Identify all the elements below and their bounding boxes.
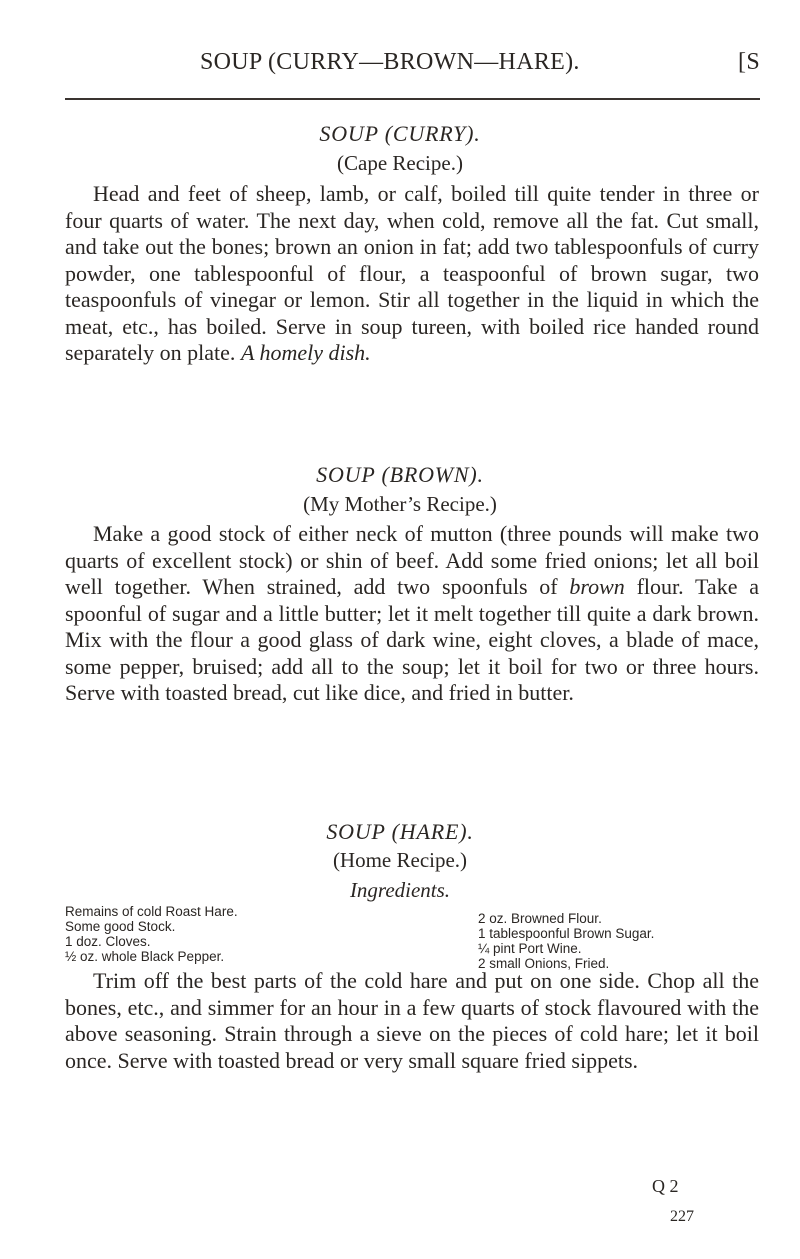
recipe-title-hare: SOUP (HARE). <box>326 819 474 844</box>
curry-remark: A homely dish. <box>240 340 371 365</box>
brown-method-text-2: flour. Take a spoonful of sugar and a little butter; let it melt together till quite a dark brown. Mix with the flour a good glass of dark wine, eight cloves, a blade of mace, some pepper, bruised; add all to the soup; let it boil for two or three hours. Serve with toasted bread, cut like dice, and fried in butter. <box>65 574 759 705</box>
recipe-source-curry: (Cape Recipe.) <box>337 151 463 175</box>
ingredient-item: ¼ pint Port Wine. <box>478 941 582 956</box>
ingredient-item: 2 oz. Browned Flour. <box>478 911 602 926</box>
ingredient-item: 1 doz. Cloves. <box>65 934 151 949</box>
recipe-title-brown: SOUP (BROWN). <box>316 462 484 487</box>
ingredient-item: Remains of cold Roast Hare. <box>65 904 238 919</box>
ingredient-item: 2 small Onions, Fried. <box>478 956 610 971</box>
recipe-source-brown: (My Mother’s Recipe.) <box>303 492 497 516</box>
recipe-title-curry: SOUP (CURRY). <box>319 121 481 146</box>
brown-emphasis: brown <box>569 574 625 599</box>
hare-method-text: Trim off the best parts of the cold hare and put on one side. Chop all the bones, etc., and simmer for an hour in a few quarts of stock flavoured with the above seasoning. Strain through a sieve on the pieces of cold hare; let it boil once. Serve with toasted bread or very small square fried sippets. <box>65 968 759 1073</box>
recipe-text-curry <box>65 181 759 367</box>
signature-mark: Q 2 <box>652 1176 679 1196</box>
ingredient-item: 1 tablespoonful Brown Sugar. <box>478 926 655 941</box>
ingredients-heading: Ingredients. <box>349 878 451 902</box>
ingredients-right-list <box>478 911 654 971</box>
header-rule <box>65 98 760 100</box>
ingredients-left-list <box>65 904 238 964</box>
recipe-source-hare: (Home Recipe.) <box>332 848 468 872</box>
recipe-text-brown <box>65 521 759 707</box>
page-number: 227 <box>670 1208 694 1225</box>
ingredient-item: Some good Stock. <box>65 919 176 934</box>
curry-method-text: Head and feet of sheep, lamb, or calf, boiled till quite tender in three or four quarts of water. The next day, when cold, remove all the fat. Cut small, and take out the bones; brown an onion in fat; add two tablespoonfuls of curry powder, one tablespoonful of flour, a teaspoonful of brown sugar, two teaspoonfuls of vinegar or lemon. Stir all together in the liquid in which the meat, etc., has boiled. Serve in soup tureen, with boiled rice handed round separately on plate. <box>65 181 759 365</box>
brown-method-text-1: Make a good stock of either neck of mutton (three pounds will make two quarts of excellent stock) or shin of beef. Add some fried onions; let all boil well together. When strained, add two spoonfuls of <box>65 521 759 599</box>
section-mark: [S <box>738 49 760 75</box>
recipe-text-hare <box>65 968 759 1074</box>
running-title: SOUP (CURRY—BROWN—HARE). <box>200 49 580 75</box>
running-head <box>200 49 760 85</box>
ingredient-item: ½ oz. whole Black Pepper. <box>65 949 225 964</box>
